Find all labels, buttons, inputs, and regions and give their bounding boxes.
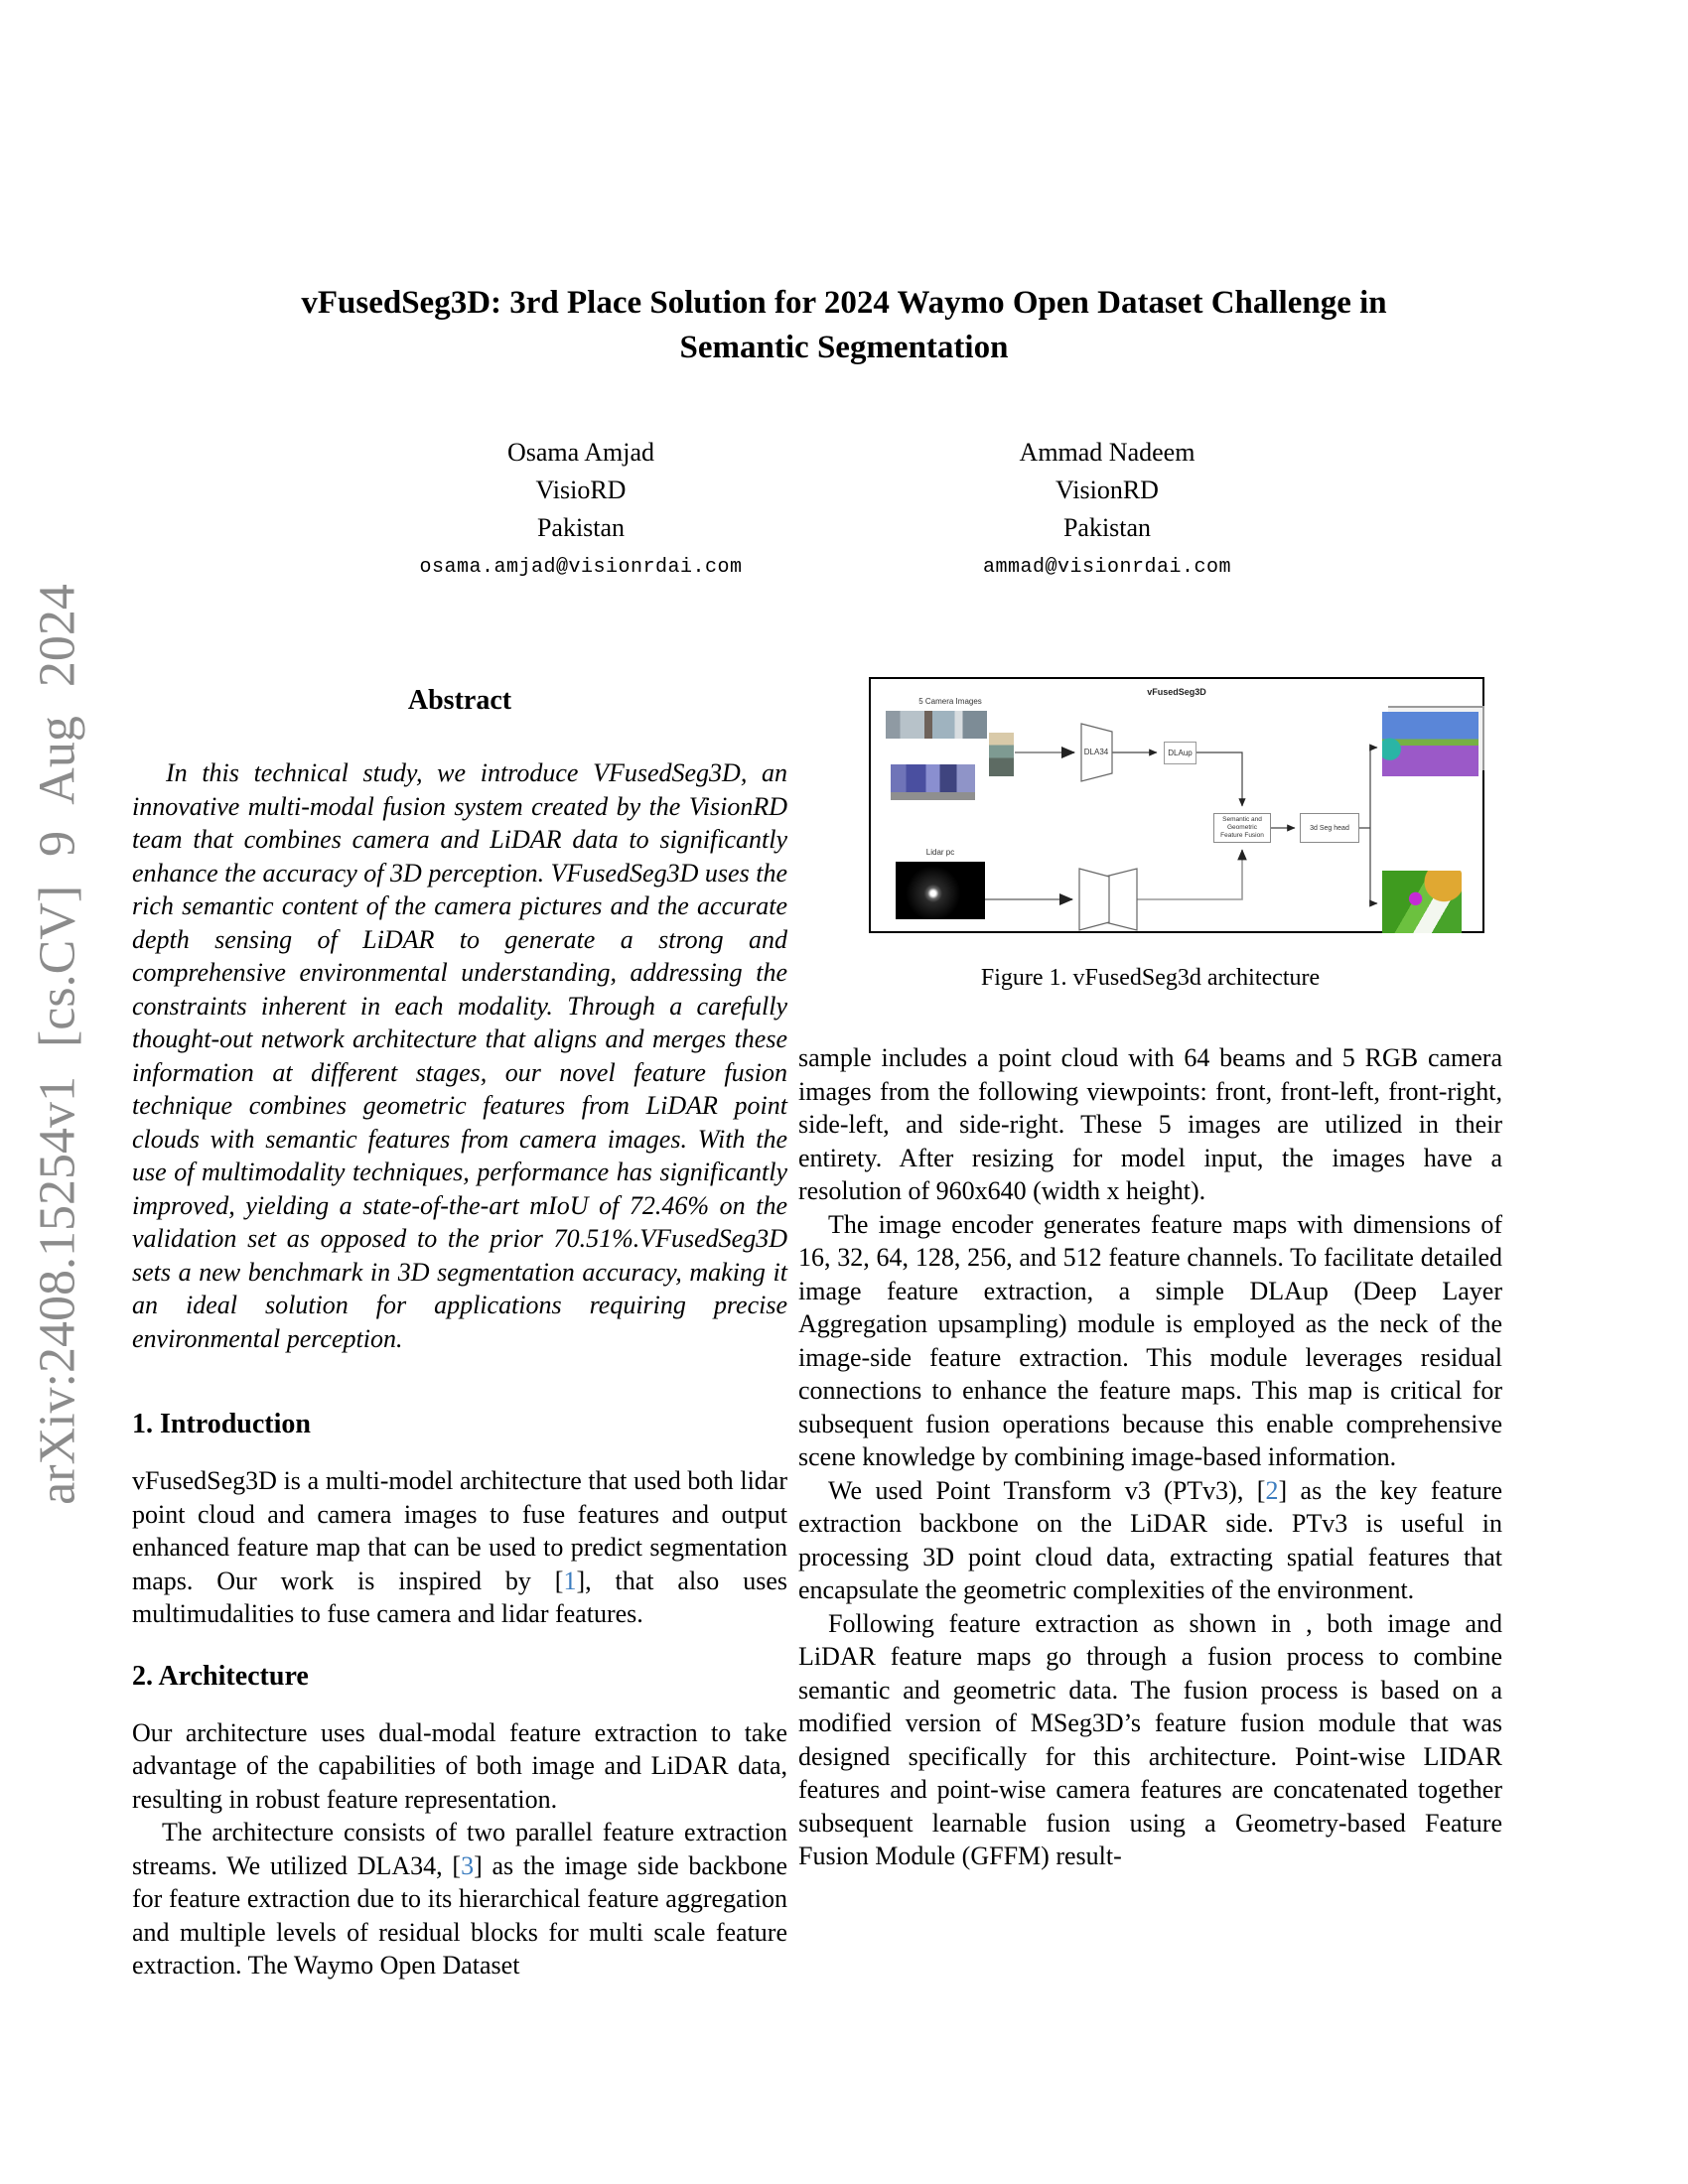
right-paragraph-3-post: ] as the key feature extraction backbone on the LiDAR side. PTv3 is useful in processing 3D point cloud data, extracting spatial features that encapsulate the geometric complexities of the environment. xyxy=(798,1475,1503,1604)
author-block-1 xyxy=(392,434,770,579)
author-block-2 xyxy=(918,434,1296,579)
camera-images-label: 5 Camera Images xyxy=(918,697,982,706)
camera-image-thumbnail-2 xyxy=(891,764,975,800)
figure-diagram-title: vFusedSeg3D xyxy=(1147,687,1206,697)
left-column xyxy=(132,685,787,1982)
dla34-block-label: DLA34 xyxy=(1083,748,1109,756)
ptv3-encoder-shape xyxy=(1079,869,1109,930)
author-name: Osama Amjad xyxy=(506,438,655,467)
author-country: Pakistan xyxy=(536,513,626,542)
paper-header xyxy=(0,281,1688,579)
seg-head-block: 3d Seg head xyxy=(1300,813,1359,843)
right-paragraph-1: sample includes a point cloud with 64 beams and 5 RGB camera images from the following viewpoints: front, front-left, front-right, side-left, and side-right. These 5 images are utilized in their entirety. After resizing for model input, the images have a resolution of 960x640 (width x height). xyxy=(798,1043,1502,1205)
architecture-text-pre: The architecture consists of two parallel feature extraction streams. We utilized DLA34, [ xyxy=(132,1818,787,1880)
citation-link-2[interactable]: 2 xyxy=(1265,1475,1279,1505)
section-heading-architecture: 2. Architecture xyxy=(132,1660,309,1692)
output-image-segmentation-pointcloud xyxy=(1382,871,1462,933)
arrow-ptv3-to-fusion xyxy=(1137,850,1242,899)
lidar-image-thumbnail xyxy=(896,862,985,919)
figure-frame xyxy=(869,677,1484,933)
right-column xyxy=(798,677,1502,1873)
abstract-text: In this technical study, we introduce VFusedSeg3D, an innovative multi-modal fusion system created by the VisionRD team that combines camera and LiDAR data to significantly enhance the accuracy of 3D perception. VFusedSeg3D uses the rich semantic content of the camera pictures and the accurate depth sensing of LiDAR to generate a strong and comprehensive environmental understanding, addressing the constraints inherent in each modality. Through a carefully thought-out network architecture that aligns and merges these information at different stages, our novel feature fusion technique combines geometric features from LiDAR point clouds with semantic features from camera images. With the use of multimodality techniques, performance has significantly improved, yielding a state-of-the-art mIoU of 72.46% on the validation set as opposed to the prior 70.51%.VFusedSeg3D sets a new benchmark in 3D segmentation accuracy, making it an ideal solution for applications requiring precise environmental perception. xyxy=(132,758,787,1353)
author-email: ammad@visionrdai.com xyxy=(982,556,1232,579)
author-affiliation: VisioRD xyxy=(535,476,627,504)
author-email: osama.amjad@visionrdai.com xyxy=(419,556,743,579)
output-image-segmentation-camera xyxy=(1382,712,1478,776)
right-paragraph-3-pre: We used Point Transform v3 (PTv3), [ xyxy=(828,1475,1266,1505)
architecture-text-post: ] as the image side backbone for feature extraction due to its hierarchical feature aggregation and multiple levels of residual blocks for multi scale feature extraction. The Waymo Open Dataset xyxy=(132,1850,787,1979)
dlaup-block: DLAup xyxy=(1164,742,1196,764)
citation-link-3[interactable]: 3 xyxy=(461,1850,475,1880)
arxiv-watermark: arXiv:2408.15254v1 [cs.CV] 9 Aug 2024 xyxy=(29,584,86,1505)
introduction-text-post: ], that also uses multimudalities to fuse camera and lidar features. xyxy=(132,1566,787,1628)
camera-image-thumbnail-1 xyxy=(886,711,987,739)
fusion-block: Semantic and Geometric Feature Fusion xyxy=(1213,813,1271,843)
section-heading-introduction: 1. Introduction xyxy=(132,1409,311,1439)
architecture-paragraph-1: Our architecture uses dual-modal feature extraction to take advantage of the capabilities of both image and LiDAR data, resulting in robust feature representation. xyxy=(132,1717,787,1814)
title-line-2: Semantic Segmentation xyxy=(679,330,1009,365)
author-name: Ammad Nadeem xyxy=(1019,438,1196,467)
abstract-heading: Abstract xyxy=(407,685,512,716)
paper-title xyxy=(0,281,1688,370)
introduction-text-pre: vFusedSeg3D is a multi-model architecture that used both lidar point cloud and camera images to fuse features and output enhanced feature map that can be used to predict segmentation maps. Our work is inspired by [ xyxy=(132,1466,787,1595)
right-paragraph-3 xyxy=(798,1474,1502,1607)
line-seghead-branch xyxy=(1359,748,1370,903)
title-line-1: vFusedSeg3D: 3rd Place Solution for 2024 Waymo Open Dataset Challenge in xyxy=(301,285,1387,321)
right-paragraph-4: Following feature extraction as shown in , both image and LiDAR feature maps go through a fusion process to combine semantic and geometric data. The fusion process is based on a modified version of MSeg3D’s feature fusion module that was designed specifically for this architecture. Point-wise LIDAR features and point-wise camera features are concatenated together subsequent learnable fusion using a Geometry-based Feature Fusion Module (GFFM) result- xyxy=(798,1608,1502,1870)
lidar-label: Lidar pc xyxy=(925,848,955,857)
camera-image-thumbnail-3 xyxy=(989,733,1014,776)
architecture-paragraph-2 xyxy=(132,1816,787,1982)
authors-row xyxy=(0,434,1688,579)
citation-link-1[interactable]: 1 xyxy=(563,1566,577,1595)
ptv3-decoder-shape xyxy=(1105,869,1137,930)
architecture-figure xyxy=(798,677,1502,992)
author-country: Pakistan xyxy=(1062,513,1152,542)
author-affiliation: VisionRD xyxy=(1055,476,1159,504)
arrow-dlaup-to-fusion xyxy=(1196,752,1242,806)
right-paragraph-2: The image encoder generates feature maps with dimensions of 16, 32, 64, 128, 256, and 512 feature channels. To facilitate detailed image feature extraction, a simple DLAup (Deep Layer Aggregation upsampling) module is employed as the neck of the image-side feature extraction. This module leverages residual connections to enhance the feature maps. This map is critical for subsequent fusion operations because this enable comprehensive scene knowledge by combining image-based information. xyxy=(798,1209,1502,1471)
introduction-paragraph xyxy=(132,1464,787,1631)
figure-caption: Figure 1. vFusedSeg3d architecture xyxy=(980,965,1321,991)
